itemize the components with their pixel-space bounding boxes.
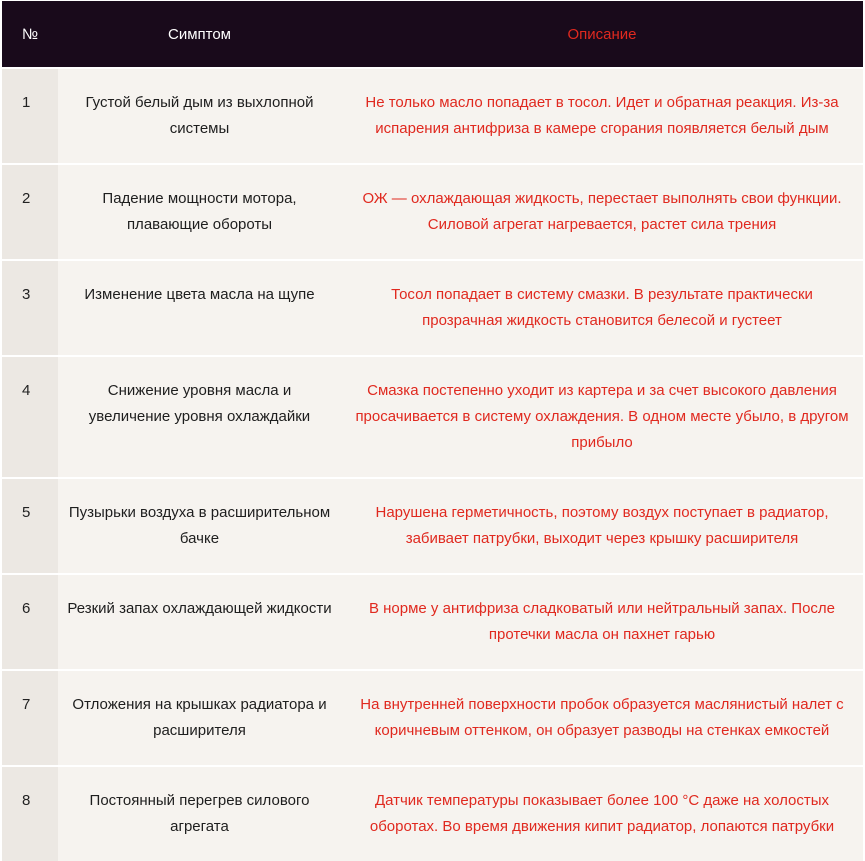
table-row <box>2 355 863 477</box>
row-symptom: Снижение уровня масла и увеличение уровня охлаждайки <box>58 355 341 477</box>
symptoms-table <box>2 1 863 861</box>
table-row <box>2 765 863 861</box>
row-symptom: Изменение цвета масла на щупе <box>58 259 341 355</box>
header-row <box>2 1 863 67</box>
row-number: 4 <box>2 355 58 477</box>
table-header <box>2 1 863 67</box>
table-row <box>2 259 863 355</box>
table-row <box>2 477 863 573</box>
row-description: На внутренней поверхности пробок образуется маслянистый налет с коричневым оттенком, он образует разводы на стенках емкостей <box>341 669 863 765</box>
header-symptom: Симптом <box>58 1 341 67</box>
table-row <box>2 573 863 669</box>
table-row <box>2 669 863 765</box>
row-description: ОЖ — охлаждающая жидкость, перестает выполнять свои функции. Силовой агрегат нагревается, растет сила трения <box>341 163 863 259</box>
row-symptom: Постоянный перегрев силового агрегата <box>58 765 341 861</box>
row-symptom: Отложения на крышках радиатора и расширителя <box>58 669 341 765</box>
row-description: Тосол попадает в систему смазки. В результате практически прозрачная жидкость становится белесой и густеет <box>341 259 863 355</box>
table-row <box>2 67 863 163</box>
row-description: Датчик температуры показывает более 100 °С даже на холостых оборотах. Во время движения кипит радиатор, лопаются патрубки <box>341 765 863 861</box>
row-symptom: Резкий запах охлаждающей жидкости <box>58 573 341 669</box>
row-description: Смазка постепенно уходит из картера и за счет высокого давления просачивается в систему охлаждения. В одном месте убыло, в другом прибыло <box>341 355 863 477</box>
row-description: В норме у антифриза сладковатый или нейтральный запах. После протечки масла он пахнет гарью <box>341 573 863 669</box>
row-number: 1 <box>2 67 58 163</box>
row-number: 7 <box>2 669 58 765</box>
table-row <box>2 163 863 259</box>
row-description: Не только масло попадает в тосол. Идет и обратная реакция. Из-за испарения антифриза в камере сгорания появляется белый дым <box>341 67 863 163</box>
row-number: 6 <box>2 573 58 669</box>
row-number: 5 <box>2 477 58 573</box>
row-number: 3 <box>2 259 58 355</box>
row-number: 2 <box>2 163 58 259</box>
table-body <box>2 67 863 861</box>
header-number: № <box>2 1 58 67</box>
row-symptom: Падение мощности мотора, плавающие обороты <box>58 163 341 259</box>
row-number: 8 <box>2 765 58 861</box>
row-symptom: Густой белый дым из выхлопной системы <box>58 67 341 163</box>
row-symptom: Пузырьки воздуха в расширительном бачке <box>58 477 341 573</box>
row-description: Нарушена герметичность, поэтому воздух поступает в радиатор, забивает патрубки, выходит через крышку расширителя <box>341 477 863 573</box>
header-description: Описание <box>341 1 863 67</box>
